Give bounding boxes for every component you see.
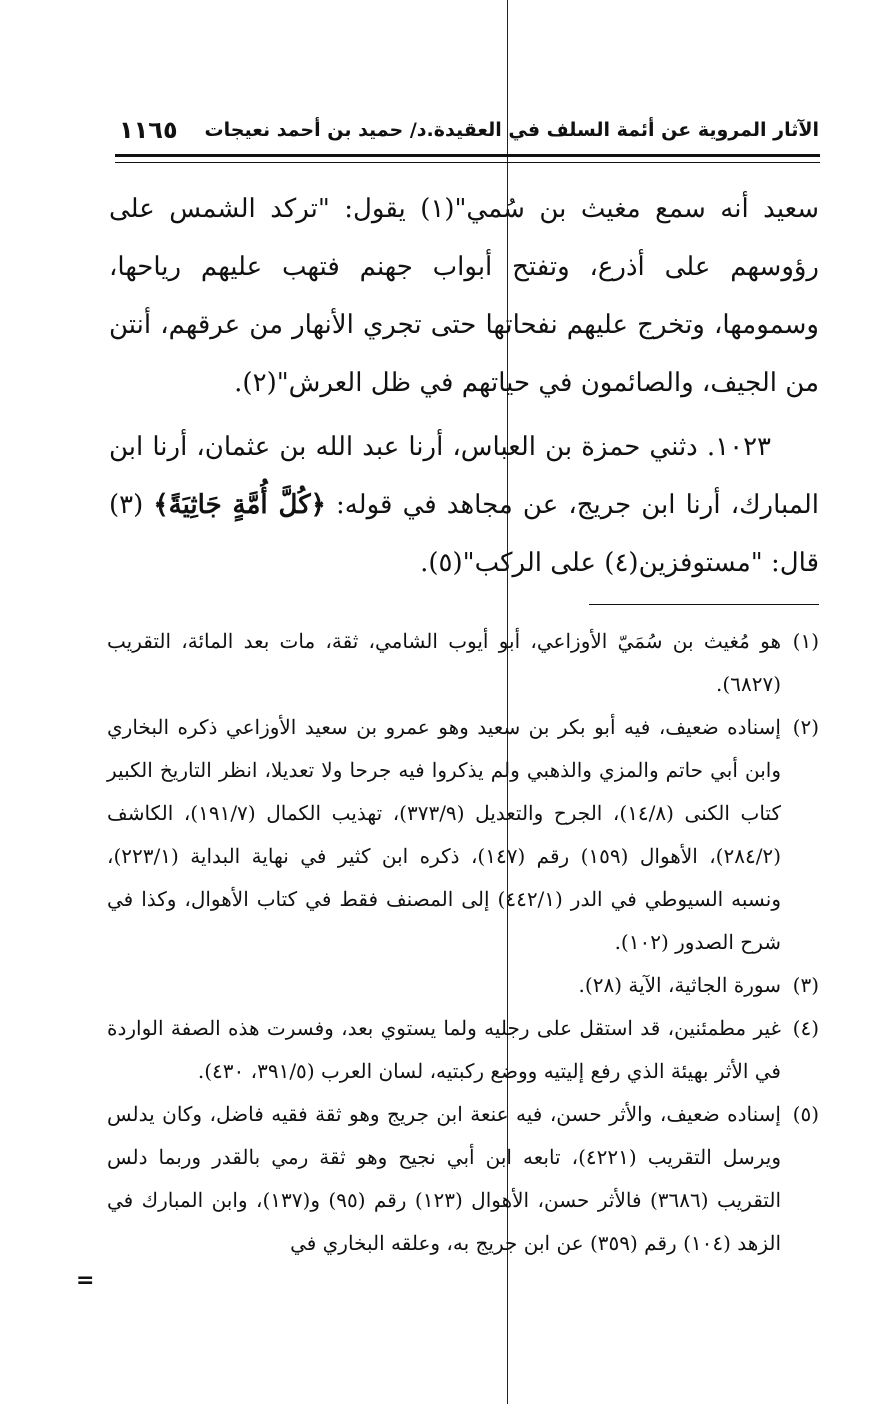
paragraph-1023-tail: (٣) قال: "مستوفزين(٤) على الركب"(٥). xyxy=(109,490,819,578)
footnote-text: هو مُغيث بن سُمَيّ الأوزاعي، أبو أيوب الشامي، ثقة، مات بعد المائة، التقريب (٦٨٢٧). xyxy=(107,629,781,696)
footnote-4 xyxy=(107,1007,819,1093)
footnote-text: سورة الجاثية، الآية (٢٨). xyxy=(578,973,781,997)
continuation-mark: = xyxy=(76,1268,95,1293)
paragraph-1: سعيد أنه سمع مغيث بن سُمي"(١) يقول: "تركد الشمس على رؤوسهم على أذرع، وتفتح أبواب جهنم فتهب عليهم رياحها، وسمومها، وتخرج عليهم نفحاتها حتى تجري الأنهار من عرقهم، أنتن من الجيف، والصائمون في حياتهم في ظل العرش"(٢). xyxy=(109,194,819,398)
footnote-2 xyxy=(107,706,819,964)
header-title: الآثار المروية عن أئمة السلف في العقيدة.د/ حميد بن أحمد نعيجات xyxy=(204,119,819,141)
header-rule-thick xyxy=(115,154,820,157)
quran-verse: ﴿كُلَّ أُمَّةٍ جَاثِيَةً﴾ xyxy=(153,490,326,520)
footnotes xyxy=(107,620,819,1265)
footnote-number: (٥) xyxy=(792,1102,819,1126)
footnote-text: إسناده ضعيف، والأثر حسن، فيه عنعة ابن جريج وهو ثقة فقيه فاضل، وكان يدلس ويرسل التقريب (٤٢٢١)، تابعه ابن أبي نجيح وهو ثقة رمي بالقدر وربما دلس التقريب (٣٦٨٦) فالأثر حسن، الأهوال (١٢٣) رقم (٩٥) و(١٣٧)، وابن المبارك في الزهد (١٠٤) رقم (٣٥٩) عن ابن جريج به، وعلقه البخاري في xyxy=(107,1102,781,1255)
header-rule-thin xyxy=(115,162,820,163)
running-header xyxy=(119,112,819,148)
page-number: ١١٦٥ xyxy=(119,116,178,144)
paragraph-1023 xyxy=(109,418,819,592)
footnote-number: (٢) xyxy=(792,715,819,739)
footnote-text: غير مطمئنين، قد استقل على رجليه ولما يستوي بعد، وفسرت هذه الصفة الواردة في الأثر بهيئة الذي رفع إليتيه ووضع ركبتيه، لسان العرب (٣٩١/٥، ٤٣٠). xyxy=(107,1016,781,1083)
footnote-1 xyxy=(107,620,819,706)
footnote-number: (٤) xyxy=(792,1016,819,1040)
footnote-text: إسناده ضعيف، فيه أبو بكر بن سعيد وهو عمرو بن سعيد الأوزاعي ذكره البخاري وابن أبي حاتم والمزي والذهبي ولم يذكروا فيه جرحا ولا تعديلا، انظر التاريخ الكبير كتاب الكنى (١٤/٨)، الجرح والتعديل (٣٧٣/٩)، تهذيب الكمال (١٩١/٧)، الكاشف (٢٨٤/٢)، الأهوال (١٥٩) رقم (١٤٧)، ذكره ابن كثير في نهاية البداية (٢٢٣/١)، ونسبه السيوطي في الدر (٤٤٢/١) إلى المصنف فقط في كتاب الأهوال، وكذا في شرح الصدور (١٠٢). xyxy=(107,715,781,954)
footnote-number: (٣) xyxy=(792,973,819,997)
footnote-5 xyxy=(107,1093,819,1265)
paragraph-1023-text: ١٠٢٣. دثني حمزة بن العباس، أرنا عبد الله بن عثمان، أرنا ابن المبارك، أرنا ابن جريج، عن مجاهد في قوله: xyxy=(109,432,820,520)
footnote-number: (١) xyxy=(792,629,819,653)
footnote-separator xyxy=(589,604,819,605)
footnote-3 xyxy=(107,964,819,1007)
main-text xyxy=(109,180,819,592)
